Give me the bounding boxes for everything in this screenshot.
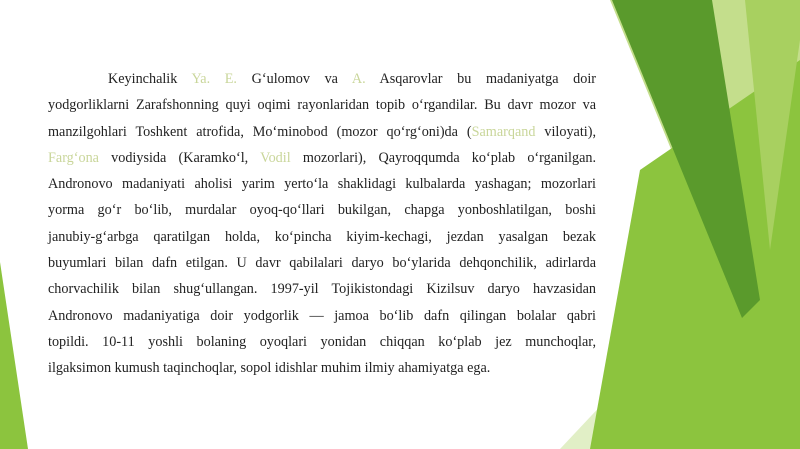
highlighted-term: Vodil [260, 149, 291, 166]
highlighted-term: Ya. E. [191, 71, 237, 87]
text-run: manzilgohlari Toshkent atrofida, Mo‘minobod (mozor qo‘rg‘oni)da ( [48, 123, 472, 140]
highlighted-term: Samarqand [471, 123, 536, 140]
green-shape-left [0, 262, 28, 449]
text-run: vodiysida (Karamko‘l, [98, 149, 261, 166]
text-run: Keyinchalik [108, 71, 192, 87]
text-line [48, 66, 596, 92]
body-paragraph [48, 66, 596, 382]
text-line [48, 171, 596, 197]
text-line [48, 197, 596, 223]
text-run: mozorlari), Qayroqqumda ko‘plab o‘rganilgan. [290, 149, 597, 166]
text-run: viloyati), [535, 123, 596, 140]
text-run: yorma go‘r bo‘lib, murdalar oyoq-qo‘llari bukilgan, chapga yonboshlatilgan, boshi [48, 202, 596, 219]
text-run: janubiy-g‘arbga qaratilgan holda, ko‘pincha kiyim-kechagi, jezdan yasalgan bezak [48, 228, 596, 245]
text-run: ilgaksimon kumush taqinchoqlar, sopol idishlar muhim ilmiy ahamiyatga ega. [48, 360, 491, 377]
text-run: G‘ulomov va [236, 71, 352, 87]
text-run: Andronovo madaniyati aholisi yarim yerto‘la shaklidagi kulbalarda yashagan; mozorlari [48, 176, 596, 193]
text-line [48, 92, 596, 118]
text-line [48, 329, 596, 355]
text-run: chorvachilik bilan shug‘ullangan. 1997-yil Tojikistondagi Kizilsuv daryo havzasidan [48, 281, 596, 298]
text-run: topildi. 10-11 yoshli bolaning oyoqlari yonidan chiqqan ko‘plab jez munchoqlar, [48, 333, 596, 350]
highlighted-term: A. [351, 71, 366, 87]
text-line [48, 276, 596, 302]
text-run: buyumlari bilan dafn etilgan. U davr qabilalari daryo bo‘ylarida dehqonchilik, adirlarda [48, 255, 596, 272]
text-line [48, 224, 596, 250]
highlighted-term: Farg‘ona [48, 149, 99, 166]
text-run: Asqarovlar bu madaniyatga doir [365, 71, 596, 87]
text-line [48, 250, 596, 276]
text-run: Andronovo madaniyatiga doir yodgorlik — jamoa bo‘lib dafn qilingan bolalar qabri [48, 307, 596, 324]
text-line [48, 119, 596, 145]
text-run: yodgorliklarni Zarafshonning quyi oqimi rayonlaridan topib o‘rgandilar. Bu davr mozor va [48, 97, 596, 114]
text-line [48, 355, 596, 381]
text-line [48, 303, 596, 329]
text-line [48, 145, 596, 171]
